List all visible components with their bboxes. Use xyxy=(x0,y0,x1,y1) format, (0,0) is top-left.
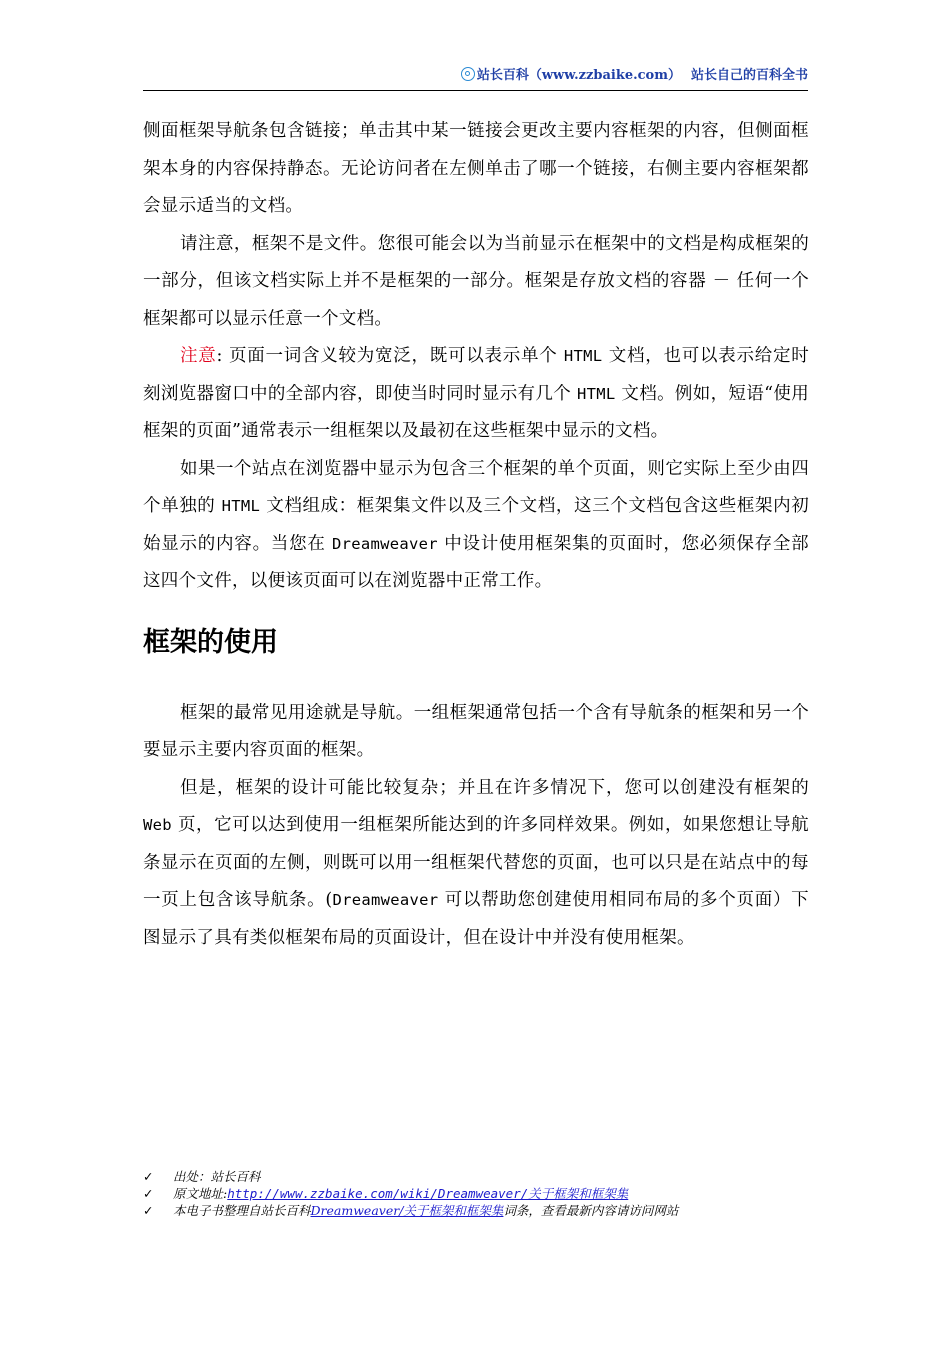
paragraph-5: 框架的最常见用途就是导航。一组框架通常包括一个含有导航条的框架和另一个要显示主要内容页面的框架。 xyxy=(143,702,809,760)
paragraph-note xyxy=(143,338,809,451)
footer-source: 出处：站长百科 xyxy=(173,1169,261,1184)
paragraph-1: 侧面框架导航条包含链接；单击其中某一链接会更改主要内容框架的内容，但侧面框架本身的内容保持静态。无论访问者在左侧单击了哪一个链接，右侧主要内容框架都会显示适当的文档。 xyxy=(143,121,809,216)
footer-note-a: 本电子书整理自站长百科 xyxy=(173,1203,311,1218)
checkmark-icon: ✓ xyxy=(143,1203,154,1218)
footer-note-link[interactable]: Dreamweaver/关于框架和框架集 xyxy=(310,1203,504,1218)
paragraph-4 xyxy=(143,451,809,601)
footer-url-link[interactable]: http://www.zzbaike.com/wiki/Dreamweaver/关于框架和框架集 xyxy=(227,1186,629,1201)
p6-text-c: 可以帮助您创建使用相同布局的多个页面）下图显示了具有类似框架布局的页面设计，但在设计中并没有使用框架。 xyxy=(143,890,809,948)
p4-html: HTML xyxy=(221,497,261,515)
page-footer xyxy=(143,1168,843,1219)
p6-web: Web xyxy=(143,816,172,834)
p6-dreamweaver: Dreamweaver xyxy=(332,891,439,909)
zzbaike-logo-icon xyxy=(461,67,475,81)
page-header xyxy=(143,62,808,91)
note-html-2: HTML xyxy=(576,384,616,403)
section-title: 框架的使用 xyxy=(143,626,278,658)
footer-url-label: 原文地址: xyxy=(173,1186,228,1201)
header-site[interactable]: 站长百科（www.zzbaike.com） xyxy=(476,68,681,83)
body-content xyxy=(143,113,809,957)
p4-text-b: 文档组成：框架集文件以及三个文档，这三个文档包含这些框架内初始显示的内容。当您在 xyxy=(143,496,809,554)
p4-dreamweaver: Dreamweaver xyxy=(331,534,438,553)
footer-url-row xyxy=(143,1185,843,1202)
checkmark-icon: ✓ xyxy=(143,1186,154,1201)
note-text-b: 文档，也可以表示给定时刻浏览器窗口中的全部内容，即使当时同时显示有几个 xyxy=(143,346,809,404)
p4-text-a: 如果一个站点在浏览器中显示为包含三个框架的单个页面，则它实际上至少由四个单独的 xyxy=(143,458,809,516)
footer-note-row xyxy=(143,1202,843,1219)
p6-text-b: 页，它可以达到使用一组框架所能达到的许多同样效果。例如，如果您想让导航条显示在页面的左侧，则既可以用一组框架代替您的页面，也可以只是在站点中的每一页上包含该导航条。( xyxy=(143,815,809,910)
checkmark-icon: ✓ xyxy=(143,1169,154,1184)
paragraph-2: 请注意，框架不是文件。您很可能会以为当前显示在框架中的文档是构成框架的一部分，但该文档实际上并不是框架的一部分。框架是存放文档的容器 － 任何一个框架都可以显示任意一个文档。 xyxy=(143,233,809,329)
p4-text-c: 中设计使用框架集的页面时，您必须保存全部这四个文件，以便该页面可以在浏览器中正常工作。 xyxy=(143,533,809,591)
note-text-a: : 页面一词含义较为宽泛，既可以表示单个 xyxy=(216,346,564,366)
paragraph-6 xyxy=(143,770,809,958)
p6-text-a: 但是，框架的设计可能比较复杂；并且在许多情况下，您可以创建没有框架的 xyxy=(180,777,809,798)
footer-note-b: 词条，查看最新内容请访问网站 xyxy=(503,1203,679,1218)
note-html-1: HTML xyxy=(563,347,603,365)
note-text-c: 文档。例如，短语“使用框架的页面”通常表示一组框架以及最初在这些框架中显示的文档。 xyxy=(143,383,810,441)
footer-source-row xyxy=(143,1168,843,1185)
note-label: 注意 xyxy=(180,346,217,366)
header-slogan: 站长自己的百科全书 xyxy=(690,68,808,83)
